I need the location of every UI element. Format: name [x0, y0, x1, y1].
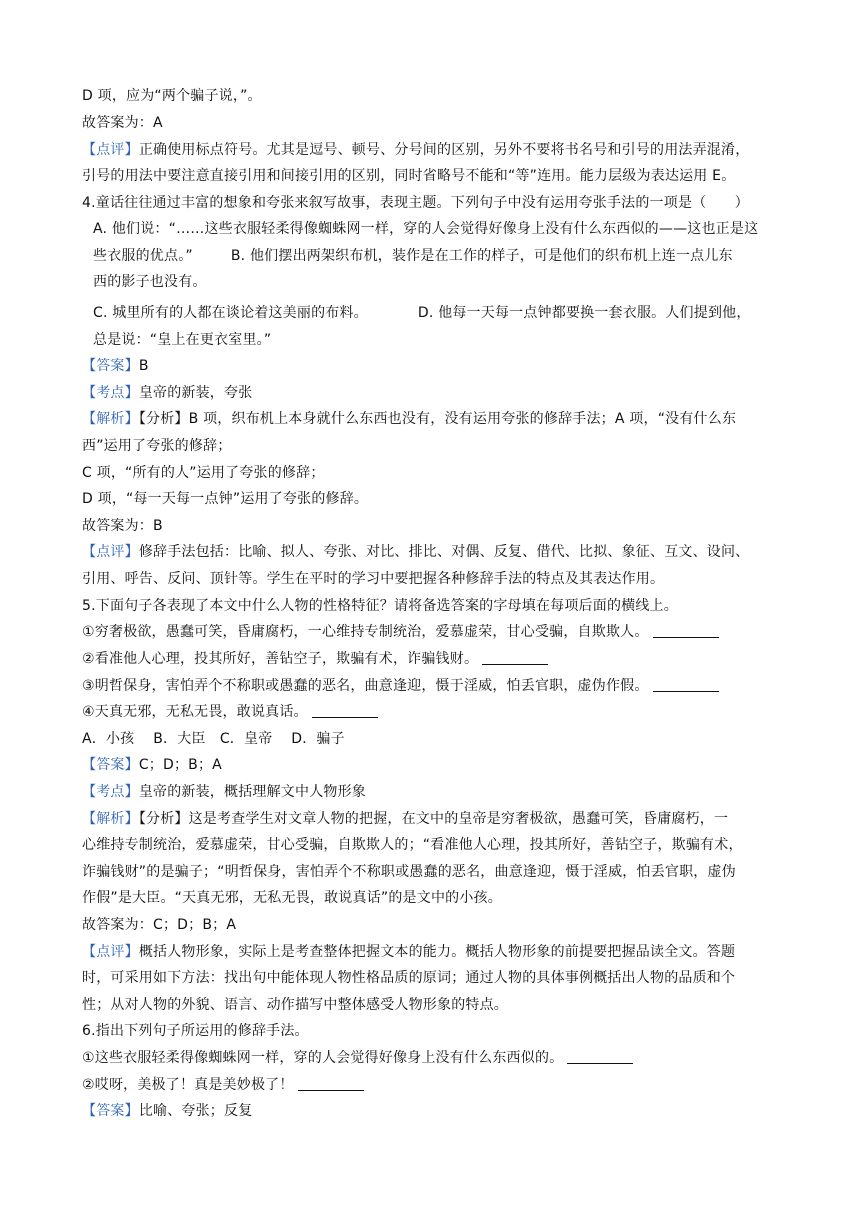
- text-line: 引用、呼告、反问、顶针等。学生在平时的学习中要把握各种修辞手法的特点及其表达作用。: [82, 571, 665, 587]
- option-a-b: [93, 246, 793, 266]
- text-line: C 项，“所有的人”运用了夸张的修辞；: [82, 465, 325, 481]
- question-6: 6.指出下列句子所运用的修辞手法。: [82, 1023, 309, 1039]
- comment-line: [82, 542, 782, 562]
- fill-item-text: ①穷奢极欲，愚蠢可笑，昏庸腐朽，一心维持专制统治，爱慕虚荣，甘心受骗，自欺欺人。: [82, 624, 649, 640]
- analysis-tag: 【解析】: [82, 411, 139, 427]
- answer-tag: 【答案】: [82, 358, 139, 374]
- keypoint-tag: 【考点】: [82, 784, 139, 800]
- answer-tag: 【答案】: [82, 1103, 139, 1119]
- fill-item-text: ②看准他人心理，投其所好，善钻空子，欺骗有术，诈骗钱财。: [82, 651, 479, 667]
- fill-item: [82, 1048, 782, 1068]
- answer-blank[interactable]: [312, 703, 378, 718]
- fill-item-text: ④天真无邪，无私无畏，敢说真话。: [82, 704, 308, 720]
- analysis-text: 【分析】这是考查学生对文章人物的把握，在文中的皇帝是穷奢极欲，愚蠢可笑，昏庸腐朽，一: [138, 811, 729, 827]
- option-a-end: 些衣服的优点。”: [93, 248, 193, 264]
- keypoint-tag: 【考点】: [82, 385, 139, 401]
- option-d-cont: 总是说：“皇上在更衣室里。”: [93, 332, 272, 348]
- fill-item-text: ①这些衣服轻柔得像蜘蛛网一样，穿的人会觉得好像身上没有什么东西似的。: [82, 1050, 564, 1066]
- option-d: D. 他每一天每一点钟都要换一套衣服。人们提到他，: [417, 305, 751, 321]
- analysis-row: [82, 809, 782, 829]
- text-line: 作假”是大臣。“天真无邪，无私无畏，敢说真话”的是文中的小孩。: [82, 890, 502, 906]
- fill-item: [82, 702, 782, 722]
- fill-item: [82, 649, 782, 669]
- answer-row: [82, 755, 782, 775]
- answer-row: [82, 356, 782, 376]
- fill-item: [82, 676, 782, 696]
- comment-text: 正确使用标点符号。尤其是逗号、顿号、分号间的区别，另外不要将书名号和引号的用法弄混淆，: [138, 142, 750, 158]
- answer-value: 比喻、夸张；反复: [138, 1103, 253, 1119]
- option-a: A. 他们说：“……这些衣服轻柔得像蜘蛛网一样，穿的人会觉得好像身上没有什么东西似的——这也正是这: [93, 221, 759, 237]
- analysis-text: 【分析】B 项，织布机上本身就什么东西也没有，没有运用夸张的修辞手法；A 项，“没有什么东: [138, 411, 737, 427]
- answer-line: 故答案为：B: [82, 518, 163, 534]
- keypoint-row: [82, 782, 782, 802]
- analysis-tag: 【解析】: [82, 811, 139, 827]
- keypoint-text: 皇帝的新装，概括理解文中人物形象: [138, 784, 367, 800]
- text-line: 时，可采用如下方法：找出句中能体现人物性格品质的原词；通过人物的具体事例概括出人物的品质和个: [82, 970, 736, 986]
- text-line: 引号的用法中要注意直接引用和间接引用的区别，同时省略号不能和“等”连用。能力层级为表达运用 E。: [82, 168, 736, 184]
- option-c: C. 城里所有的人都在谈论着这美丽的布料。: [93, 305, 368, 321]
- comment-text: 修辞手法包括：比喻、拟人、夸张、对比、排比、对偶、反复、借代、比拟、象征、互文、设问、: [138, 544, 750, 560]
- analysis-row: [82, 409, 782, 429]
- comment-text: 概括人物形象，实际上是考查整体把握文本的能力。概括人物形象的前提要把握品读全文。答题: [138, 944, 736, 960]
- answer-value: B: [138, 358, 149, 374]
- answer-blank[interactable]: [653, 677, 719, 692]
- comment-tag: 【点评】: [82, 944, 139, 960]
- fill-item: [82, 1075, 782, 1095]
- text-line: 性；从对人物的外貌、语言、动作描写中整体感受人物形象的特点。: [82, 997, 508, 1013]
- options-row: A．小孩 B．大臣 C．皇帝 D．骗子: [82, 731, 345, 747]
- answer-line: 故答案为：A: [82, 115, 163, 131]
- answer-tag: 【答案】: [82, 757, 139, 773]
- answer-line: 故答案为：C；D；B；A: [82, 917, 237, 933]
- answer-blank[interactable]: [567, 1049, 633, 1064]
- text-line: D 项，应为“两个骗子说，”。: [82, 88, 262, 104]
- option-b: B. 他们摆出两架织布机，装作是在工作的样子，可是他们的织布机上连一点儿东: [230, 248, 733, 264]
- question-4: 4.童话往往通过丰富的想象和夸张来叙写故事，表现主题。下列句子中没有运用夸张手法的一项是（ ）: [82, 195, 749, 211]
- answer-blank[interactable]: [653, 623, 719, 638]
- answer-blank[interactable]: [482, 650, 548, 665]
- answer-row: [82, 1101, 782, 1121]
- fill-item: [82, 622, 782, 642]
- comment-line: [82, 942, 782, 962]
- question-5: 5.下面句子各表现了本文中什么人物的性格特征？请将备选答案的字母填在每项后面的横线上。: [82, 598, 678, 614]
- comment-line: [82, 140, 782, 160]
- keypoint-text: 皇帝的新装，夸张: [138, 385, 253, 401]
- answer-blank[interactable]: [298, 1076, 364, 1091]
- fill-item-text: ②哎呀，美极了！真是美妙极了！: [82, 1077, 294, 1093]
- text-line: D 项，“每一天每一点钟”运用了夸张的修辞。: [82, 491, 369, 507]
- keypoint-row: [82, 383, 782, 403]
- fill-item-text: ③明哲保身，害怕弄个不称职或愚蠢的恶名，曲意逢迎，慑于淫威，怕丢官职，虚伪作假。: [82, 678, 649, 694]
- option-c-d: [93, 303, 793, 323]
- answer-value: C；D；B；A: [138, 757, 222, 773]
- comment-tag: 【点评】: [82, 544, 139, 560]
- comment-tag: 【点评】: [82, 142, 139, 158]
- text-line: 诈骗钱财”的是骗子；“明哲保身，害怕弄个不称职或愚蠢的恶名，曲意逢迎，慑于淫威，怕丢官职，虚伪: [82, 864, 736, 880]
- text-line: 西”运用了夸张的修辞；: [82, 438, 232, 454]
- text-line: 心维持专制统治，爱慕虚荣，甘心受骗，自欺欺人的；“看准他人心理，投其所好，善钻空子，欺骗有术，: [82, 837, 743, 853]
- option-b-cont: 西的影子也没有。: [93, 274, 207, 290]
